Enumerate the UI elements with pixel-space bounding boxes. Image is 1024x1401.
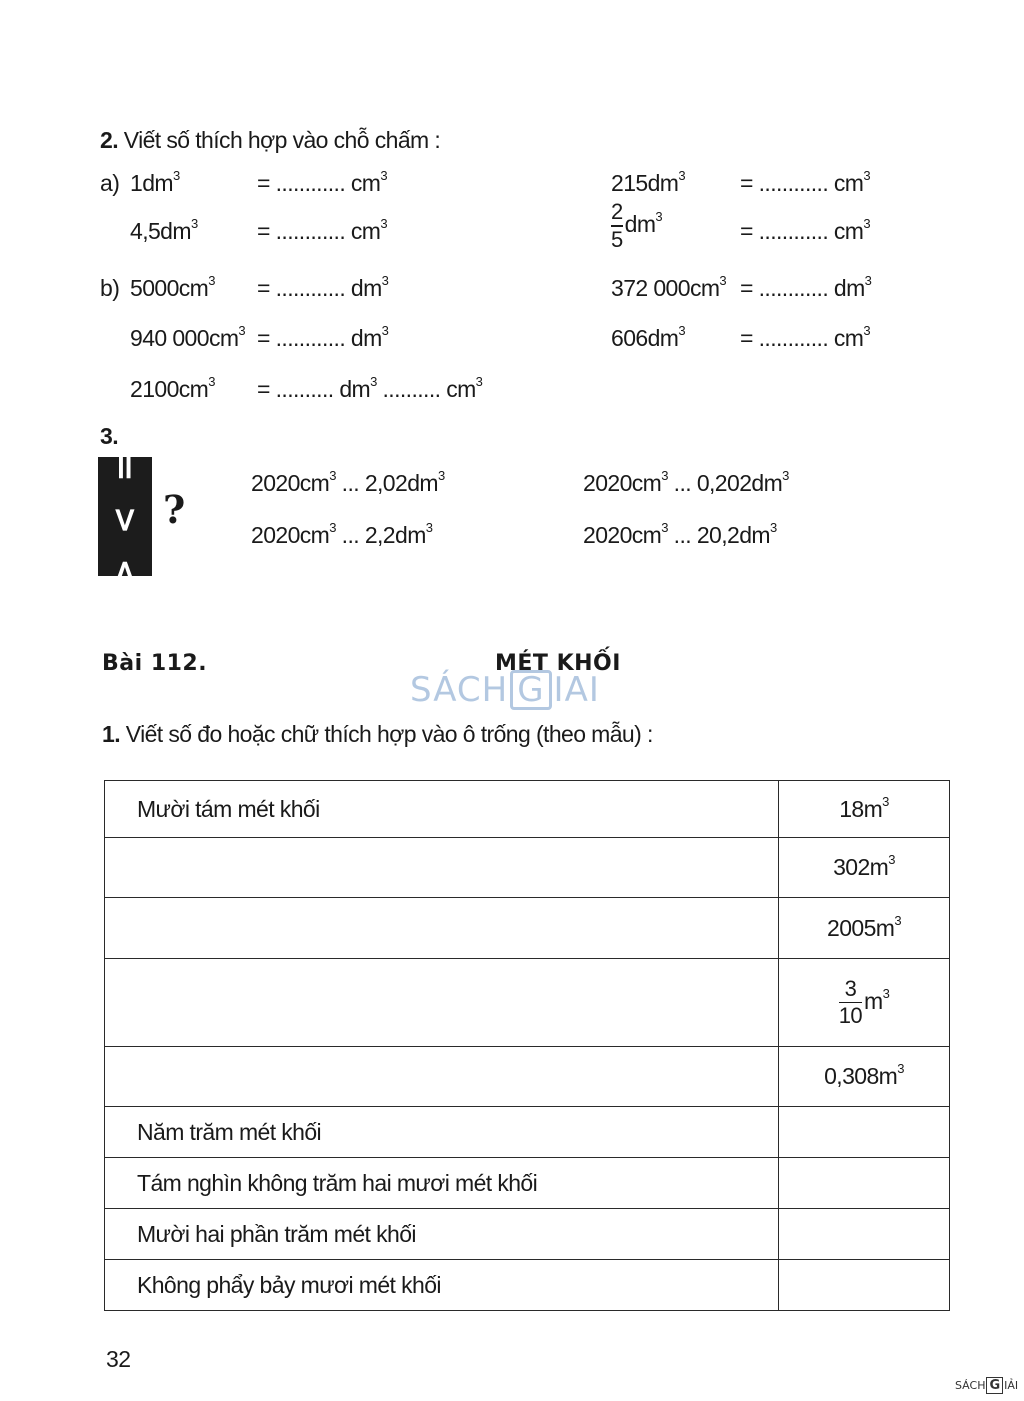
table-row bbox=[105, 1260, 950, 1311]
name-cell: Mười tám mét khối bbox=[105, 781, 779, 838]
conversion-right: = ............ $cm^3$ bbox=[740, 216, 870, 244]
exercise-number: 3. bbox=[100, 423, 118, 449]
exercise-number: 1. bbox=[102, 721, 120, 747]
conversion-right: = ............ $dm^3$ bbox=[257, 323, 389, 351]
value-cell: $0,308m^3$ bbox=[779, 1047, 950, 1107]
conversion-left: $5000cm^3$ bbox=[130, 273, 215, 301]
conversion-right: = ............ $cm^3$ bbox=[740, 323, 870, 351]
name-cell[interactable] bbox=[105, 959, 779, 1047]
comparison-item: $2020cm^3$ ... $2,2dm^3$ bbox=[251, 520, 433, 548]
value-cell: $302m^3$ bbox=[779, 838, 950, 898]
value-cell: $18m^3$ bbox=[779, 781, 950, 838]
lesson-title: MÉT KHỐI bbox=[495, 651, 621, 676]
value-cell[interactable] bbox=[779, 1260, 950, 1311]
fraction: $\frac{3}{10}$ bbox=[838, 975, 863, 1029]
comparison-item: $2020cm^3$ ... $0,202dm^3$ bbox=[583, 468, 789, 496]
table-row bbox=[105, 1158, 950, 1209]
table-row bbox=[105, 838, 950, 898]
value-cell[interactable] bbox=[779, 1158, 950, 1209]
conversion-right: = ............ $cm^3$ bbox=[257, 216, 387, 244]
watermark-logo: SÁCH G IAI bbox=[410, 670, 600, 710]
question-mark-icon: ? bbox=[163, 487, 186, 532]
exercise-2-heading bbox=[100, 127, 440, 154]
exercise-instruction: Viết số đo hoặc chữ thích hợp vào ô trống (theo mẫu) : bbox=[125, 721, 653, 747]
conversion-left: $606dm^3$ bbox=[611, 323, 685, 351]
table-row bbox=[105, 898, 950, 959]
name-cell: Tám nghìn không trăm hai mươi mét khối bbox=[105, 1158, 779, 1209]
conversion-left-fraction: $\frac{2}{5}$ $dm^3$ bbox=[611, 199, 663, 252]
page-number: 32 bbox=[106, 1346, 131, 1372]
name-cell: Năm trăm mét khối bbox=[105, 1107, 779, 1158]
value-cell: $\frac{3}{10}$ $m^3$ bbox=[779, 959, 950, 1047]
footer-logo: SÁCH G IẢI bbox=[955, 1378, 1019, 1393]
value-cell: $2005m^3$ bbox=[779, 898, 950, 959]
conversion-left: 940 $000cm^3$ bbox=[130, 323, 246, 351]
conversion-right: = ............ $cm^3$ bbox=[257, 168, 387, 196]
part-b-label: b) bbox=[100, 275, 120, 301]
table-row bbox=[105, 959, 950, 1047]
lesson-number: Bài 112. bbox=[102, 651, 208, 676]
conversion-left: 372 $000cm^3$ bbox=[611, 273, 727, 301]
table-row bbox=[105, 1209, 950, 1260]
value-cell[interactable] bbox=[779, 1107, 950, 1158]
conversion-right: = .......... $dm^3$ .......... $cm^3$ bbox=[257, 374, 483, 402]
name-cell[interactable] bbox=[105, 838, 779, 898]
conversion-left: $215dm^3$ bbox=[611, 168, 685, 196]
value-cell[interactable] bbox=[779, 1209, 950, 1260]
name-cell: Không phẩy bảy mươi mét khối bbox=[105, 1260, 779, 1311]
conversion-left: $2100cm^3$ bbox=[130, 374, 215, 402]
name-cell[interactable] bbox=[105, 1047, 779, 1107]
conversion-right: = ............ $dm^3$ bbox=[257, 273, 389, 301]
conversion-right: = ............ $cm^3$ bbox=[740, 168, 870, 196]
exercise-number: 2. bbox=[100, 127, 118, 153]
name-cell: Mười hai phần trăm mét khối bbox=[105, 1209, 779, 1260]
name-cell[interactable] bbox=[105, 898, 779, 959]
comparison-item: $2020cm^3$ ... $2,02dm^3$ bbox=[251, 468, 445, 496]
table-row bbox=[105, 1107, 950, 1158]
table-row bbox=[105, 781, 950, 838]
comparison-signs-badge: > < = bbox=[98, 457, 152, 576]
fraction: $\frac{2}{5}$ bbox=[611, 199, 623, 252]
part-a-label: a) bbox=[100, 170, 120, 196]
conversion-left: $4,5dm^3$ bbox=[130, 216, 198, 244]
comparison-item: $2020cm^3$ ... $20,2dm^3$ bbox=[583, 520, 777, 548]
exercise-instruction: Viết số thích hợp vào chỗ chấm : bbox=[123, 127, 441, 153]
answer-table bbox=[104, 780, 950, 1311]
exercise-1-heading bbox=[102, 721, 653, 748]
conversion-left: $1dm^3$ bbox=[130, 168, 180, 196]
table-row bbox=[105, 1047, 950, 1107]
conversion-right: = ............ $dm^3$ bbox=[740, 273, 872, 301]
